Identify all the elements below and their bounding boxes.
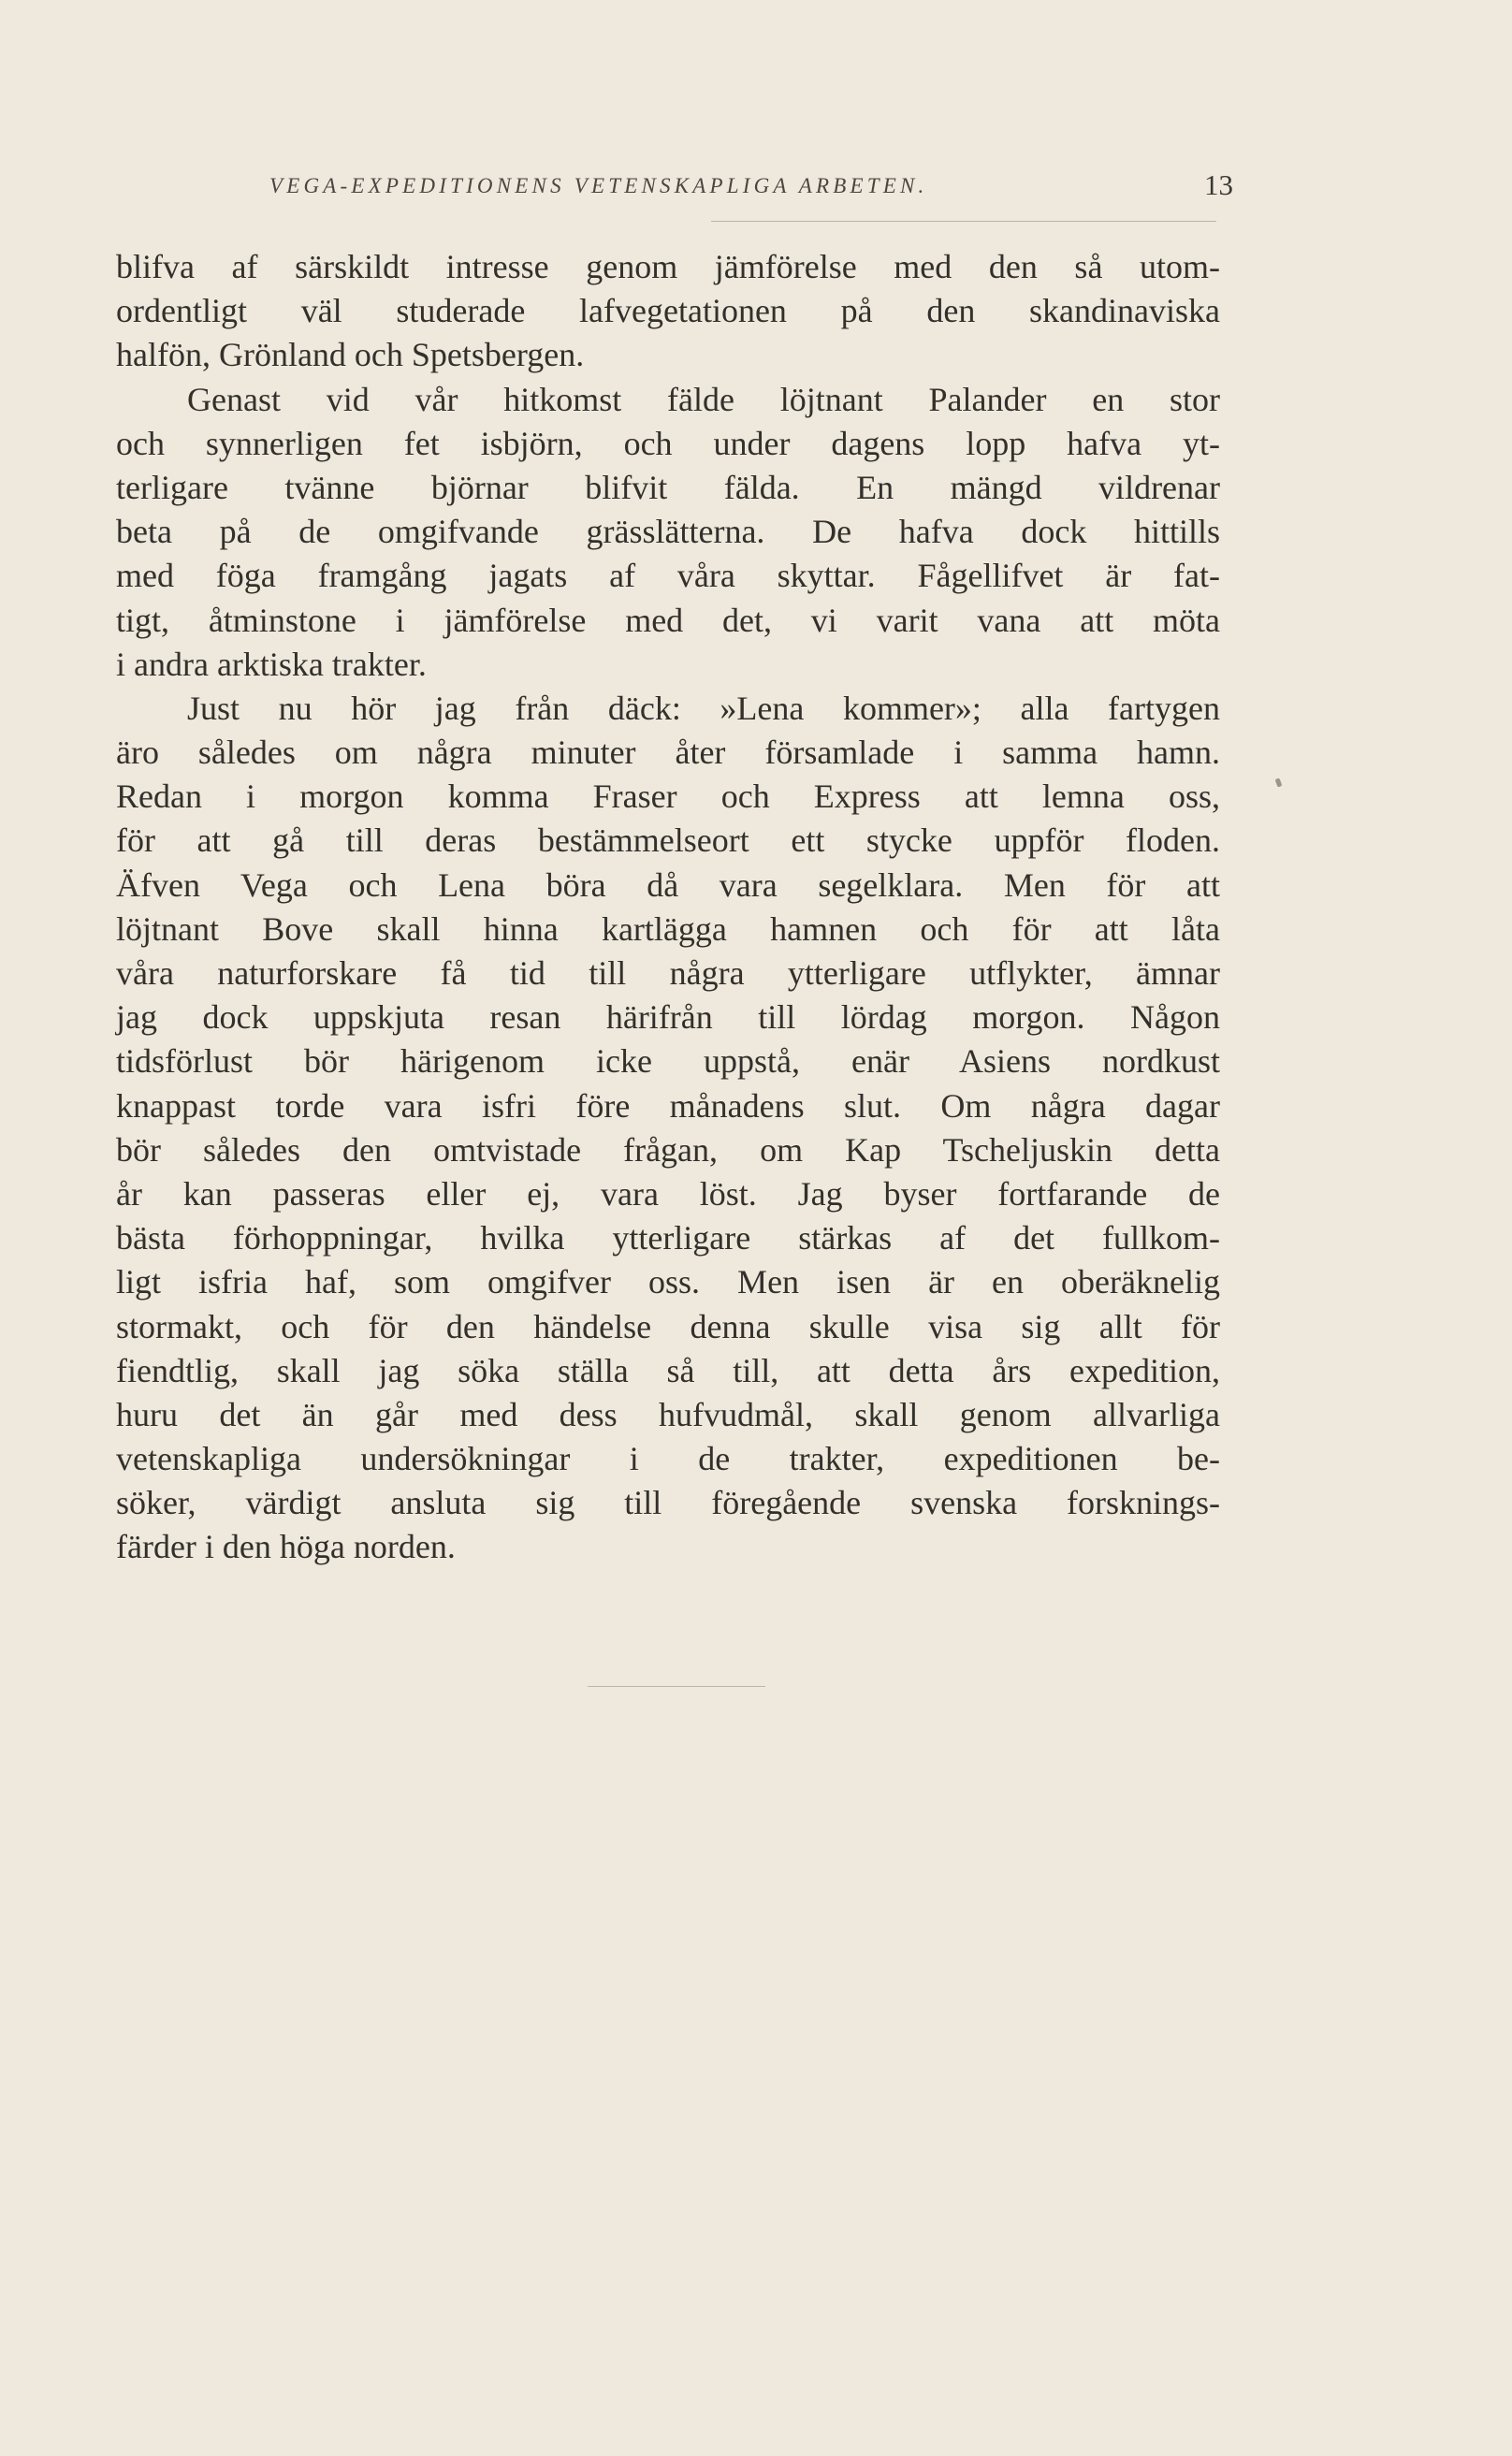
text-line: år kan passeras eller ej, vara löst. Jag byser fortfarande de	[116, 1174, 1220, 1213]
text-line: för att gå till deras bestämmelseort ett stycke uppför floden.	[116, 821, 1220, 860]
text-line: tidsförlust bör härigenom icke uppstå, enär Asiens nordkust	[116, 1042, 1220, 1081]
text-line: stormakt, och för den händelse denna skulle visa sig allt för	[116, 1307, 1220, 1345]
text-line: i andra arktiska trakter.	[116, 645, 427, 683]
text-line: blifva af särskildt intresse genom jämförelse med den så utom-	[116, 248, 1220, 285]
text-line: ordentligt väl studerade lafvegetationen på den skandinaviska	[116, 292, 1220, 330]
text-line: knappast torde vara isfri före månadens slut. Om några dagar	[116, 1086, 1220, 1125]
text-line: vetenskapliga undersökningar i de trakter, expeditionen be-	[116, 1440, 1220, 1478]
text-line: med föga framgång jagats af våra skyttar. Fågellifvet är fat-	[116, 557, 1220, 595]
text-line: bästa förhoppningar, hvilka ytterligare stärkas af det fullkom-	[116, 1219, 1220, 1257]
text-line: våra naturforskare få tid till några ytterligare utflykter, ämnar	[116, 954, 1220, 992]
text-line: ligt isfria haf, som omgifver oss. Men isen är en oberäknelig	[116, 1263, 1220, 1301]
text-line: fiendtlig, skall jag söka ställa så till, att detta års expedition,	[116, 1351, 1220, 1389]
text-line: löjtnant Bove skall hinna kartlägga hamnen och för att låta	[116, 909, 1220, 948]
text-line: huru det än går med dess hufvudmål, skall genom allvarliga	[116, 1395, 1220, 1433]
text-line: jag dock uppskjuta resan härifrån till lördag morgon. Någon	[116, 998, 1220, 1037]
paper-speck	[1275, 777, 1283, 787]
body-text	[116, 245, 1220, 1570]
text-line: och synnerligen fet isbjörn, och under dagens lopp hafva yt-	[116, 424, 1220, 462]
text-line: terligare tvänne björnar blifvit fälda. En mängd vildrenar	[116, 468, 1220, 506]
text-line: halfön, Grönland och Spetsbergen.	[116, 336, 585, 374]
page-header	[269, 168, 1233, 210]
text-line: tigt, åtminstone i jämförelse med det, vi varit vana att möta	[116, 601, 1220, 639]
text-line: Just nu hör jag från däck: »Lena kommer»; alla fartygen	[187, 689, 1220, 727]
text-line: Genast vid vår hitkomst fälde löjtnant Palander en stor	[187, 380, 1220, 418]
header-rule	[711, 221, 1216, 222]
text-line: söker, värdigt ansluta sig till föregående svenska forsknings-	[116, 1484, 1220, 1522]
text-line: färder i den höga norden.	[116, 1528, 456, 1566]
text-line: Redan i morgon komma Fraser och Express att lemna oss,	[116, 777, 1220, 816]
text-line: äro således om några minuter åter församlade i samma hamn.	[116, 734, 1220, 772]
page-number: 13	[1204, 168, 1233, 201]
text-line: Äfven Vega och Lena böra då vara segelklara. Men för att	[116, 865, 1220, 904]
text-line: beta på de omgifvande grässlätterna. De hafva dock hittills	[116, 513, 1220, 551]
end-rule	[588, 1686, 765, 1687]
running-head: VEGA-EXPEDITIONENS VETENSKAPLIGA ARBETEN.	[269, 174, 928, 197]
text-line: bör således den omtvistade frågan, om Kap Tscheljuskin detta	[116, 1130, 1220, 1169]
